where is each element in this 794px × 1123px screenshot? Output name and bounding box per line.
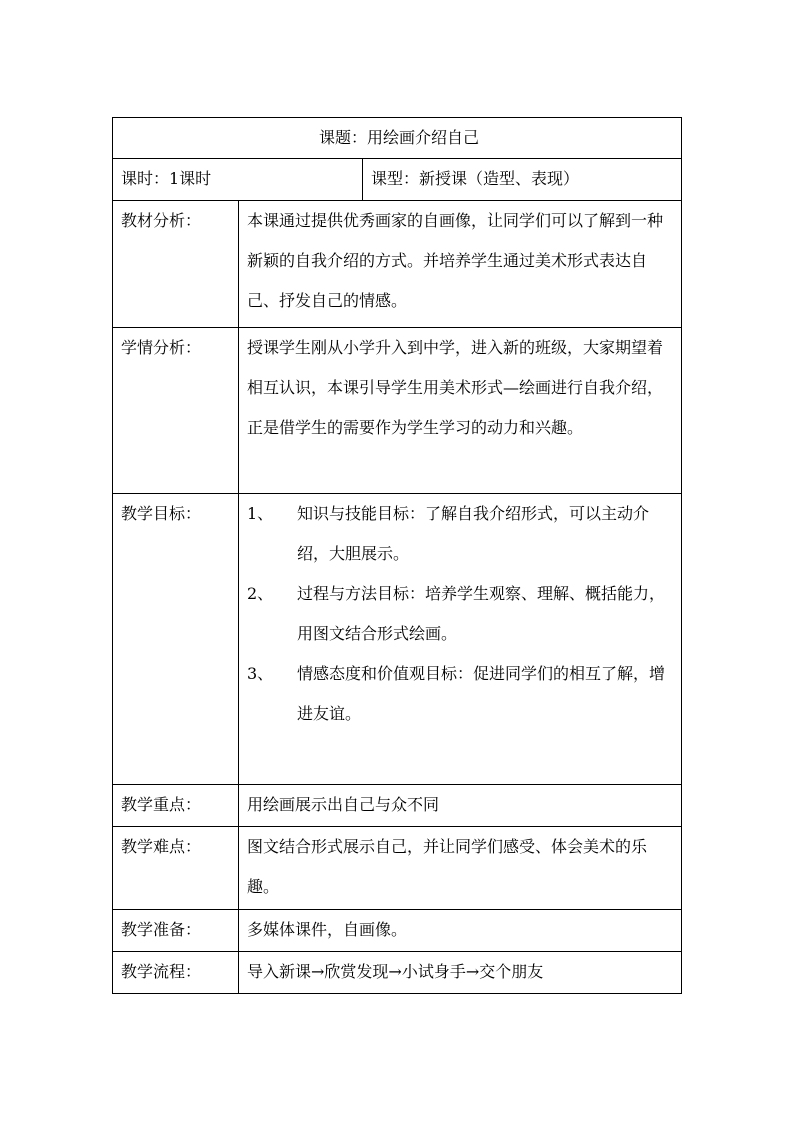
key-point-text: 用绘画展示出自己与众不同 — [239, 785, 682, 827]
difficulty-label: 教学难点： — [113, 827, 239, 910]
goal-text: 过程与方法目标：培养学生观察、理解、概括能力，用图文结合形式绘画。 — [297, 584, 666, 643]
material-analysis-text: 本课通过提供优秀画家的自画像，让同学们可以了解到一种新颖的自我介绍的方式。并培养学生通过美术形式表达自己、抒发自己的情感。 — [239, 201, 682, 328]
goal-item — [247, 494, 677, 574]
teaching-flow-text: 导入新课→欣赏发现→小试身手→交个朋友 — [239, 952, 682, 994]
lesson-title: 课题：用绘画介绍自己 — [113, 118, 682, 159]
teaching-flow-label: 教学流程： — [113, 952, 239, 994]
goal-item — [247, 654, 677, 734]
goal-number: 2、 — [247, 584, 274, 603]
preparation-text: 多媒体课件，自画像。 — [239, 910, 682, 952]
key-point-label: 教学重点： — [113, 785, 239, 827]
lesson-type: 课型：新授课（造型、表现） — [363, 159, 682, 201]
goal-number: 1、 — [247, 504, 274, 523]
teaching-goals-list — [239, 494, 682, 785]
goal-number: 3、 — [247, 664, 274, 683]
goal-item — [247, 574, 677, 654]
student-analysis-label: 学情分析： — [113, 328, 239, 494]
student-analysis-text: 授课学生刚从小学升入到中学，进入新的班级，大家期望着相互认识，本课引导学生用美术形式—绘画进行自我介绍，正是借学生的需要作为学生学习的动力和兴趣。 — [239, 328, 682, 494]
lesson-plan-table — [112, 117, 682, 994]
preparation-label: 教学准备： — [113, 910, 239, 952]
teaching-goals-label: 教学目标： — [113, 494, 239, 785]
difficulty-text: 图文结合形式展示自己，并让同学们感受、体会美术的乐趣。 — [239, 827, 682, 910]
goal-text: 知识与技能目标：了解自我介绍形式，可以主动介绍，大胆展示。 — [297, 504, 650, 563]
goal-text: 情感态度和价值观目标：促进同学们的相互了解，增进友谊。 — [297, 664, 666, 723]
class-hours: 课时：1课时 — [113, 159, 363, 201]
material-analysis-label: 教材分析： — [113, 201, 239, 328]
